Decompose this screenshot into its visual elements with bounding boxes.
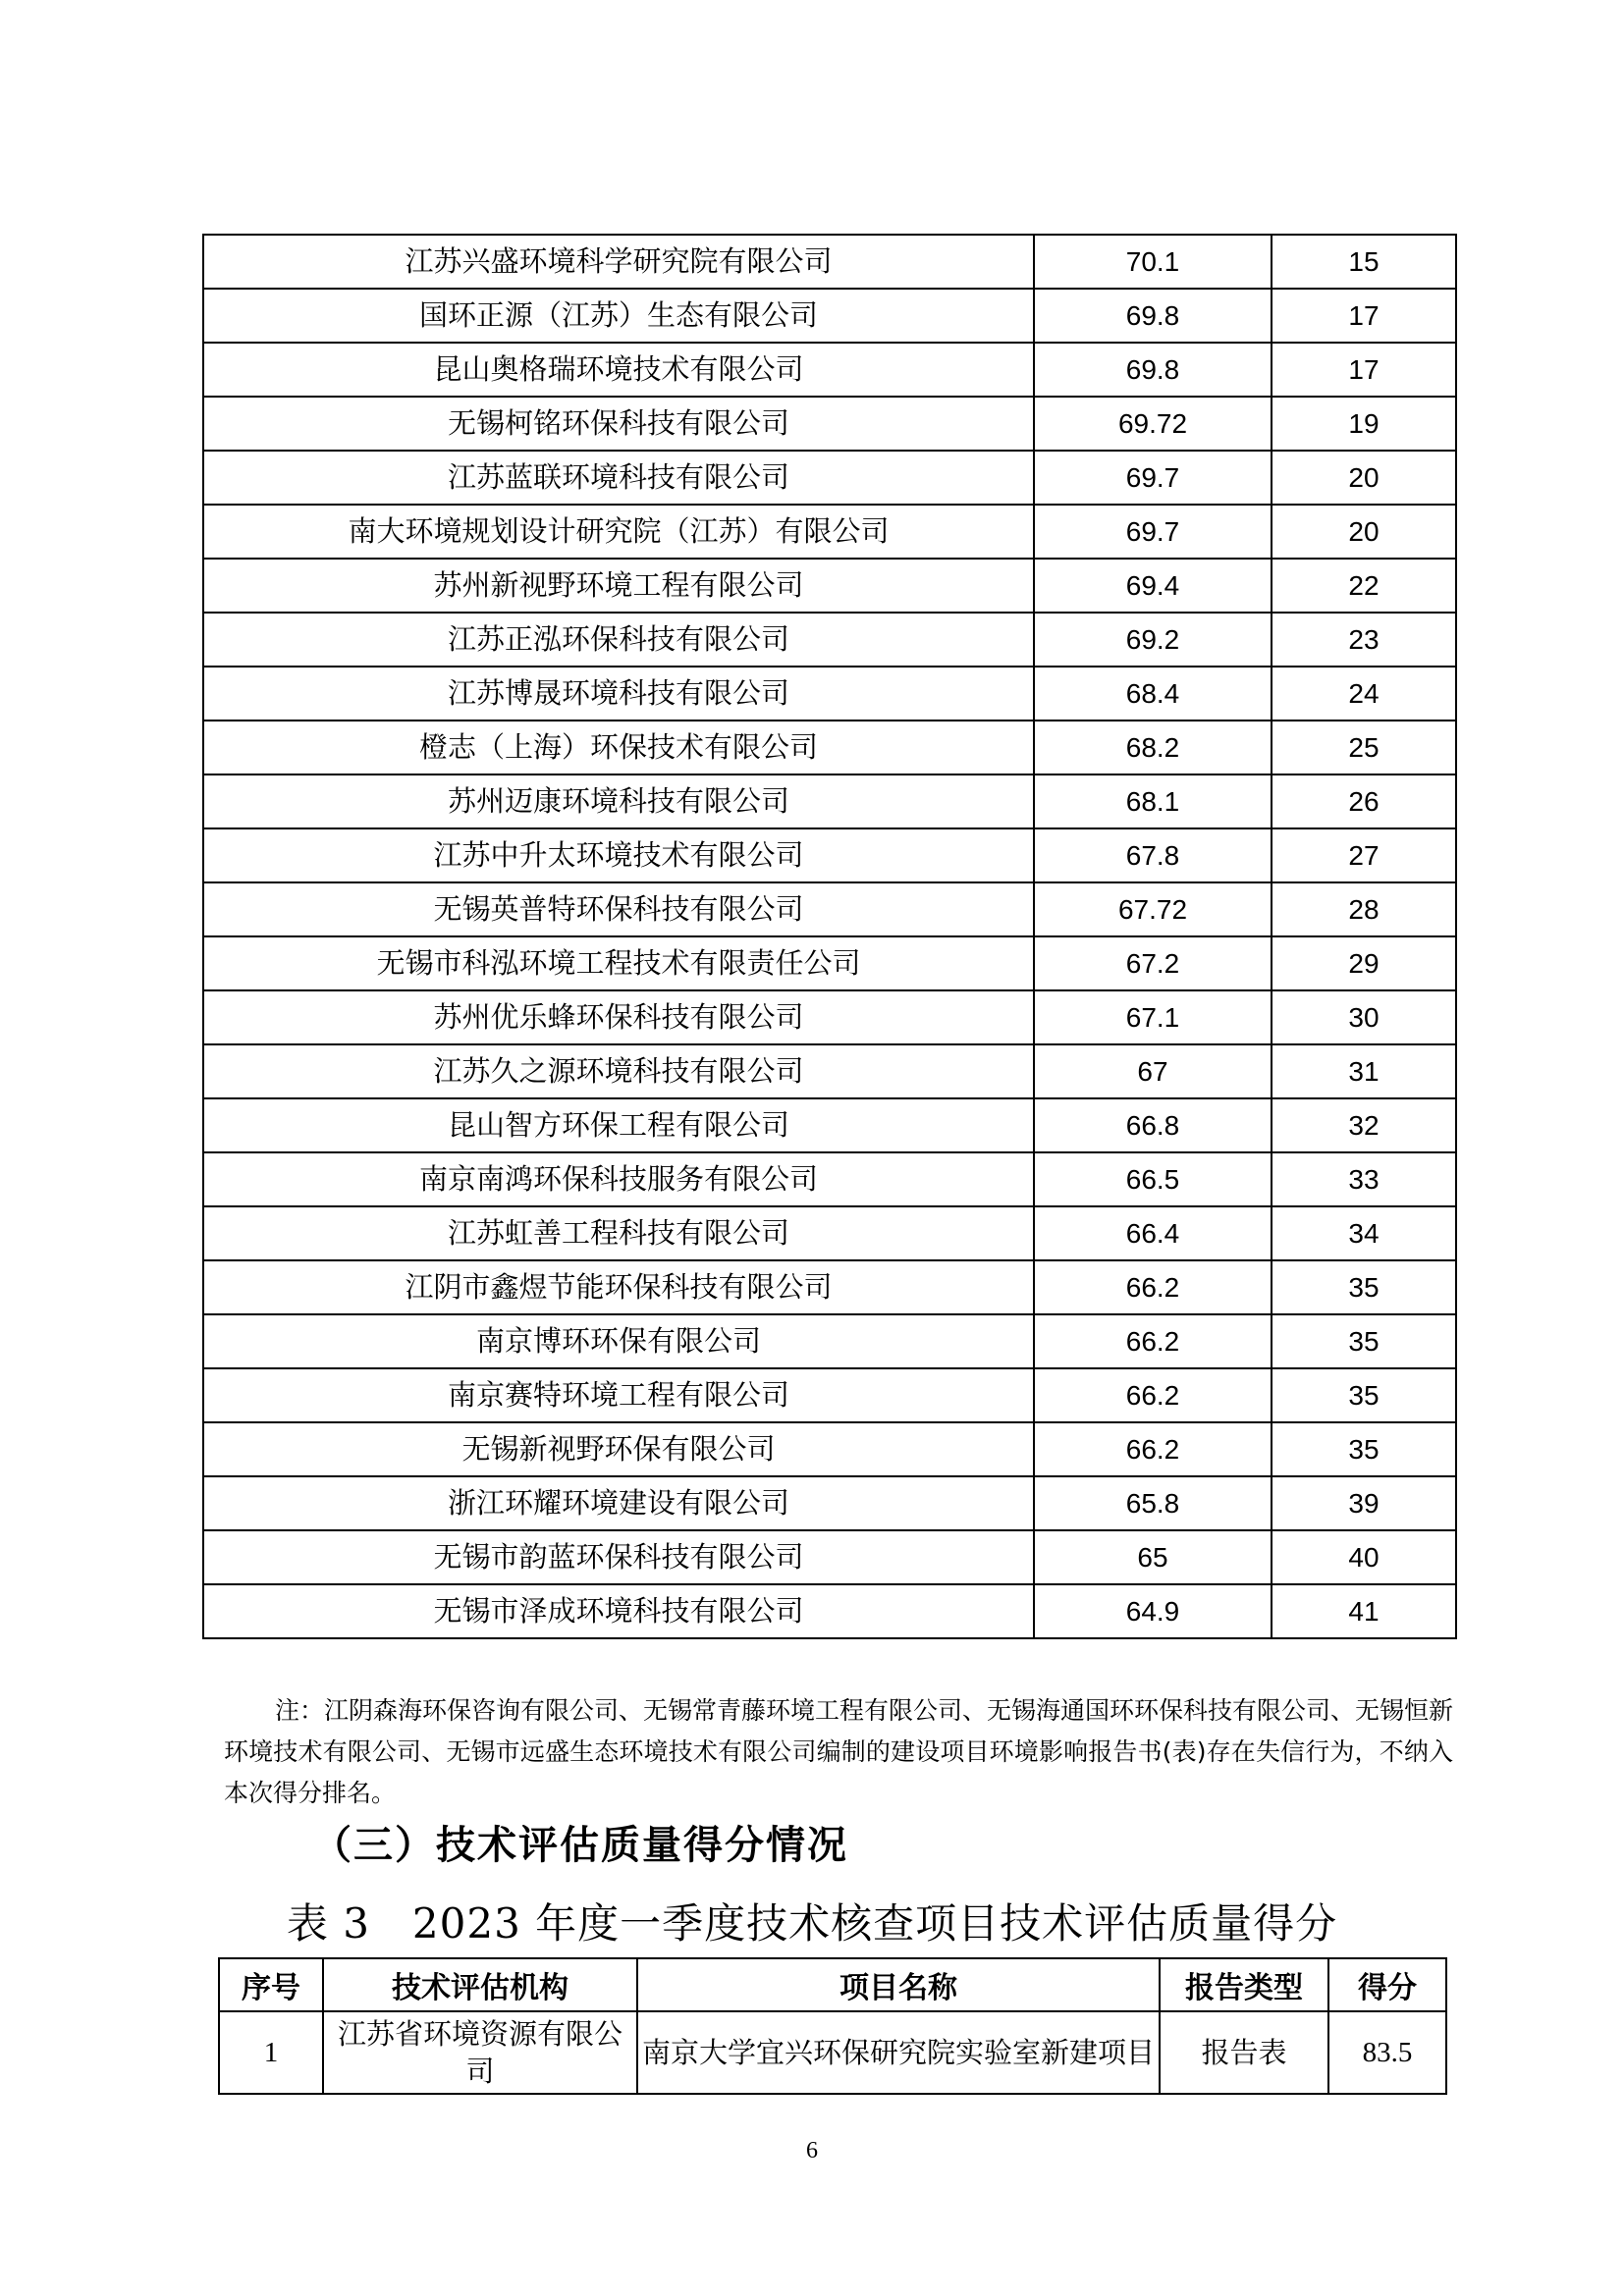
rank-cell: 22 <box>1272 559 1456 613</box>
rank-cell: 35 <box>1272 1314 1456 1368</box>
company-name-cell: 江苏蓝联环境科技有限公司 <box>203 451 1034 505</box>
rank-cell: 28 <box>1272 882 1456 936</box>
score-cell: 65 <box>1034 1530 1272 1584</box>
company-name-cell: 无锡市韵蓝环保科技有限公司 <box>203 1530 1034 1584</box>
score-cell: 69.72 <box>1034 397 1272 451</box>
table-row <box>203 1098 1456 1152</box>
table-row <box>203 721 1456 774</box>
note-paragraph <box>224 1690 1453 1814</box>
rank-cell: 20 <box>1272 505 1456 559</box>
company-name-cell: 无锡柯铭环保科技有限公司 <box>203 397 1034 451</box>
table-row <box>203 397 1456 451</box>
company-name-cell: 江苏博晟环境科技有限公司 <box>203 667 1034 721</box>
score-cell: 67 <box>1034 1044 1272 1098</box>
score-cell: 67.8 <box>1034 828 1272 882</box>
rank-cell: 34 <box>1272 1206 1456 1260</box>
table-row <box>203 1476 1456 1530</box>
company-name-cell: 苏州迈康环境科技有限公司 <box>203 774 1034 828</box>
table-row <box>203 559 1456 613</box>
ranking-table-body <box>203 235 1456 1638</box>
rank-cell: 40 <box>1272 1530 1456 1584</box>
score-cell: 70.1 <box>1034 235 1272 289</box>
table3-header-no: 序号 <box>219 1958 323 2011</box>
score-cell: 66.2 <box>1034 1368 1272 1422</box>
table-row <box>203 1044 1456 1098</box>
rank-cell: 35 <box>1272 1368 1456 1422</box>
table-row <box>203 1584 1456 1638</box>
company-name-cell: 江苏兴盛环境科学研究院有限公司 <box>203 235 1034 289</box>
score-cell: 67.2 <box>1034 936 1272 990</box>
table3-cell-agency: 江苏省环境资源有限公司 <box>323 2011 637 2094</box>
company-name-cell: 苏州新视野环境工程有限公司 <box>203 559 1034 613</box>
score-cell: 67.1 <box>1034 990 1272 1044</box>
company-name-cell: 无锡市科泓环境工程技术有限责任公司 <box>203 936 1034 990</box>
score-cell: 69.8 <box>1034 343 1272 397</box>
table3-header-score: 得分 <box>1328 1958 1446 2011</box>
score-cell: 66.8 <box>1034 1098 1272 1152</box>
table-row <box>203 505 1456 559</box>
table-row <box>203 1368 1456 1422</box>
table3-caption: 表 3 2023 年度一季度技术核查项目技术评估质量得分 <box>286 1899 1338 1948</box>
rank-cell: 29 <box>1272 936 1456 990</box>
table3-row <box>219 2011 1446 2094</box>
score-cell: 66.4 <box>1034 1206 1272 1260</box>
table3-cell-score: 83.5 <box>1328 2011 1446 2094</box>
table-row <box>203 343 1456 397</box>
table3-header-agency: 技术评估机构 <box>323 1958 637 2011</box>
rank-cell: 35 <box>1272 1260 1456 1314</box>
rank-cell: 20 <box>1272 451 1456 505</box>
score-cell: 69.2 <box>1034 613 1272 667</box>
score-cell: 69.8 <box>1034 289 1272 343</box>
table-row <box>203 1260 1456 1314</box>
company-name-cell: 橙志（上海）环保技术有限公司 <box>203 721 1034 774</box>
table-row <box>203 1152 1456 1206</box>
rank-cell: 33 <box>1272 1152 1456 1206</box>
company-name-cell: 南京博环环保有限公司 <box>203 1314 1034 1368</box>
rank-cell: 30 <box>1272 990 1456 1044</box>
company-name-cell: 江苏虹善工程科技有限公司 <box>203 1206 1034 1260</box>
rank-cell: 31 <box>1272 1044 1456 1098</box>
ranking-table <box>202 234 1457 1639</box>
company-name-cell: 南大环境规划设计研究院（江苏）有限公司 <box>203 505 1034 559</box>
table3-cell-project: 南京大学宜兴环保研究院实验室新建项目 <box>637 2011 1160 2094</box>
company-name-cell: 江苏正泓环保科技有限公司 <box>203 613 1034 667</box>
table3-header-type: 报告类型 <box>1160 1958 1328 2011</box>
score-cell: 67.72 <box>1034 882 1272 936</box>
table3-header-project: 项目名称 <box>637 1958 1160 2011</box>
rank-cell: 25 <box>1272 721 1456 774</box>
table3-cell-type: 报告表 <box>1160 2011 1328 2094</box>
rank-cell: 19 <box>1272 397 1456 451</box>
score-cell: 68.4 <box>1034 667 1272 721</box>
table3 <box>218 1957 1447 2095</box>
rank-cell: 17 <box>1272 343 1456 397</box>
rank-cell: 35 <box>1272 1422 1456 1476</box>
table-row <box>203 990 1456 1044</box>
table-row <box>203 774 1456 828</box>
company-name-cell: 昆山奥格瑞环境技术有限公司 <box>203 343 1034 397</box>
table-row <box>203 1314 1456 1368</box>
score-cell: 64.9 <box>1034 1584 1272 1638</box>
rank-cell: 24 <box>1272 667 1456 721</box>
rank-cell: 26 <box>1272 774 1456 828</box>
table3-header-row <box>219 1958 1446 2011</box>
company-name-cell: 南京南鸿环保科技服务有限公司 <box>203 1152 1034 1206</box>
score-cell: 66.2 <box>1034 1422 1272 1476</box>
score-cell: 68.2 <box>1034 721 1272 774</box>
company-name-cell: 浙江环耀环境建设有限公司 <box>203 1476 1034 1530</box>
page-number: 6 <box>806 2138 818 2163</box>
company-name-cell: 南京赛特环境工程有限公司 <box>203 1368 1034 1422</box>
company-name-cell: 无锡英普特环保科技有限公司 <box>203 882 1034 936</box>
table-row <box>203 1422 1456 1476</box>
table-row <box>203 882 1456 936</box>
company-name-cell: 江阴市鑫煜节能环保科技有限公司 <box>203 1260 1034 1314</box>
table-row <box>203 936 1456 990</box>
score-cell: 69.7 <box>1034 505 1272 559</box>
score-cell: 65.8 <box>1034 1476 1272 1530</box>
score-cell: 69.7 <box>1034 451 1272 505</box>
company-name-cell: 昆山智方环保工程有限公司 <box>203 1098 1034 1152</box>
rank-cell: 23 <box>1272 613 1456 667</box>
company-name-cell: 江苏久之源环境科技有限公司 <box>203 1044 1034 1098</box>
table-row <box>203 1206 1456 1260</box>
company-name-cell: 无锡市泽成环境科技有限公司 <box>203 1584 1034 1638</box>
score-cell: 69.4 <box>1034 559 1272 613</box>
rank-cell: 32 <box>1272 1098 1456 1152</box>
score-cell: 66.5 <box>1034 1152 1272 1206</box>
company-name-cell: 国环正源（江苏）生态有限公司 <box>203 289 1034 343</box>
company-name-cell: 江苏中升太环境技术有限公司 <box>203 828 1034 882</box>
table-row <box>203 1530 1456 1584</box>
score-cell: 68.1 <box>1034 774 1272 828</box>
section-heading: （三）技术评估质量得分情况 <box>312 1822 848 1868</box>
rank-cell: 41 <box>1272 1584 1456 1638</box>
table-row <box>203 828 1456 882</box>
score-cell: 66.2 <box>1034 1260 1272 1314</box>
company-name-cell: 无锡新视野环保有限公司 <box>203 1422 1034 1476</box>
rank-cell: 17 <box>1272 289 1456 343</box>
table-row <box>203 667 1456 721</box>
table3-cell-no: 1 <box>219 2011 323 2094</box>
rank-cell: 15 <box>1272 235 1456 289</box>
note-text: 注：江阴森海环保咨询有限公司、无锡常青藤环境工程有限公司、无锡海通国环环保科技有限公司、无锡恒新环境技术有限公司、无锡市远盛生态环境技术有限公司编制的建设项目环境影响报告书(表)存在失信行为，不纳入本次得分排名。 <box>224 1696 1454 1807</box>
table-row <box>203 451 1456 505</box>
rank-cell: 27 <box>1272 828 1456 882</box>
score-cell: 66.2 <box>1034 1314 1272 1368</box>
table-row <box>203 613 1456 667</box>
table-row <box>203 289 1456 343</box>
company-name-cell: 苏州优乐蜂环保科技有限公司 <box>203 990 1034 1044</box>
table-row <box>203 235 1456 289</box>
rank-cell: 39 <box>1272 1476 1456 1530</box>
